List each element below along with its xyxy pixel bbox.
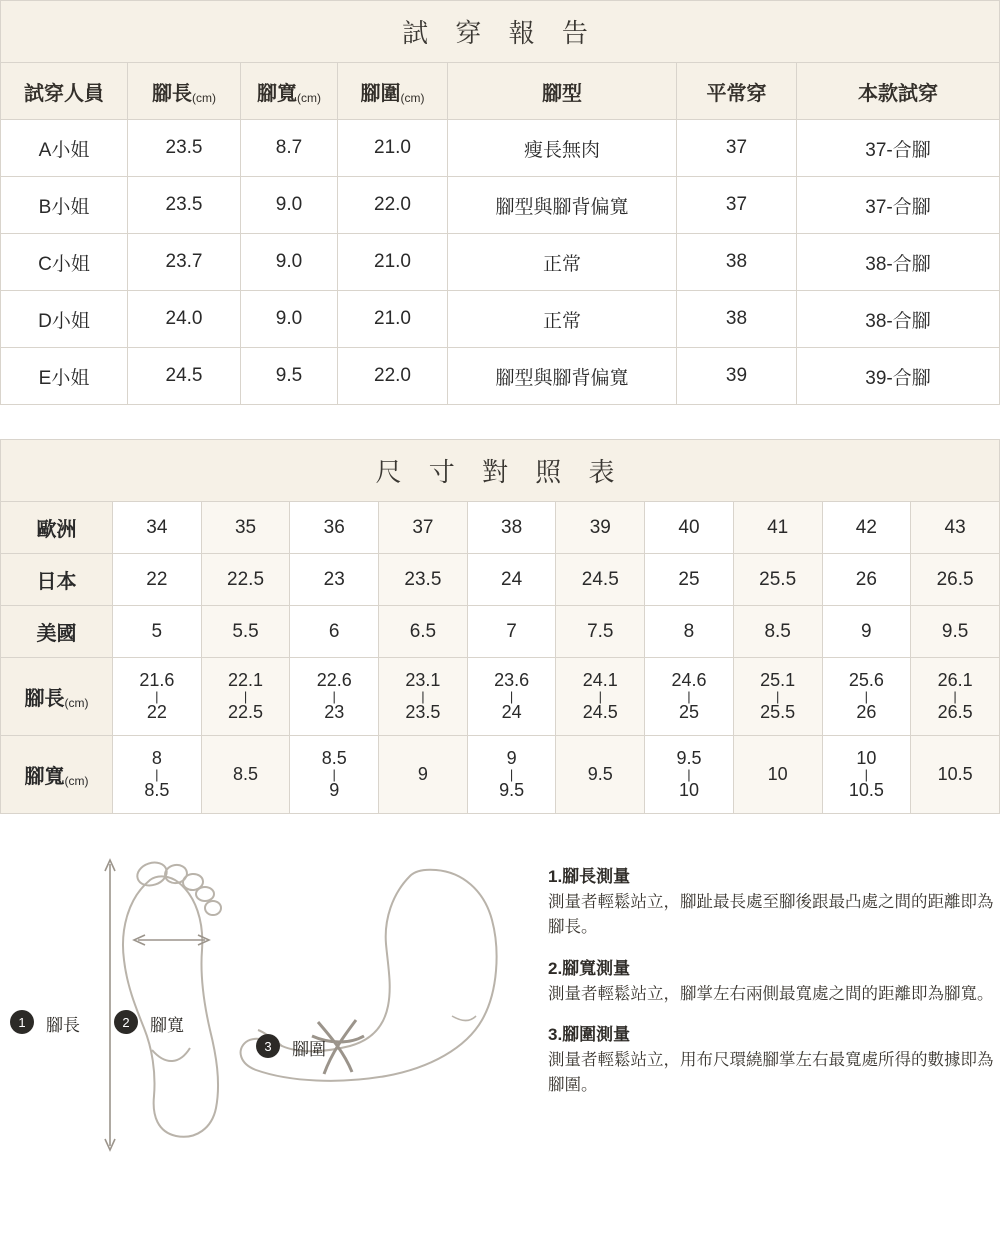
cell-foot-length: 24.6 | 25 xyxy=(645,658,734,736)
cell-jp: 23.5 xyxy=(379,554,468,606)
cell-eu: 40 xyxy=(645,502,734,554)
row-foot-length xyxy=(1,658,1000,736)
table-row xyxy=(1,348,1000,405)
col-person: 試穿人員 xyxy=(1,63,128,120)
cell-us: 7.5 xyxy=(556,606,645,658)
cell-foot-length: 22.6 | 23 xyxy=(290,658,379,736)
cell-foot-width: 8.5 xyxy=(201,736,290,814)
cell-foot-width: 8.5 | 9 xyxy=(290,736,379,814)
measurement-diagram xyxy=(0,840,540,1170)
cell-width: 9.0 xyxy=(241,291,338,348)
cell-length: 24.5 xyxy=(128,348,241,405)
cell-jp: 24.5 xyxy=(556,554,645,606)
cell-eu: 35 xyxy=(201,502,290,554)
cell-person: D小姐 xyxy=(1,291,128,348)
instruction-body-3: 測量者輕鬆站立，用布尺環繞腳掌左右最寬處所得的數據即為腳圍。 xyxy=(548,1051,994,1094)
cell-usual: 38 xyxy=(677,291,797,348)
try-on-report-title: 試 穿 報 告 xyxy=(0,0,1000,62)
cell-usual: 37 xyxy=(677,120,797,177)
instruction-body-1: 測量者輕鬆站立，腳趾最長處至腳後跟最凸處之間的距離即為腳長。 xyxy=(548,893,994,936)
cell-foot-width: 10.5 xyxy=(911,736,1000,814)
cell-foot-length: 24.1 | 24.5 xyxy=(556,658,645,736)
cell-tried: 38-合腳 xyxy=(797,234,1000,291)
row-foot-width xyxy=(1,736,1000,814)
table-header-row xyxy=(1,63,1000,120)
cell-usual: 37 xyxy=(677,177,797,234)
cell-length: 23.5 xyxy=(128,177,241,234)
cell-eu: 36 xyxy=(290,502,379,554)
col-tried-size: 本款試穿 xyxy=(797,63,1000,120)
cell-foot-length: 25.6 | 26 xyxy=(822,658,911,736)
cell-foot-length: 25.1 | 25.5 xyxy=(733,658,822,736)
cell-width: 9.5 xyxy=(241,348,338,405)
cell-us: 6 xyxy=(290,606,379,658)
cell-eu: 38 xyxy=(467,502,556,554)
cell-tried: 38-合腳 xyxy=(797,291,1000,348)
table-row xyxy=(1,177,1000,234)
cell-foot-width: 10 | 10.5 xyxy=(822,736,911,814)
size-chart-title: 尺 寸 對 照 表 xyxy=(0,439,1000,501)
rowhead-foot-width: 腳寬(cm) xyxy=(1,736,113,814)
cell-length: 23.5 xyxy=(128,120,241,177)
cell-jp: 25 xyxy=(645,554,734,606)
cell-girth: 22.0 xyxy=(338,348,448,405)
rowhead-us: 美國 xyxy=(1,606,113,658)
cell-type: 正常 xyxy=(448,234,677,291)
cell-tried: 37-合腳 xyxy=(797,120,1000,177)
measurement-instructions xyxy=(540,840,1000,1170)
cell-type: 腳型與腳背偏寬 xyxy=(448,177,677,234)
cell-tried: 39-合腳 xyxy=(797,348,1000,405)
cell-jp: 25.5 xyxy=(733,554,822,606)
cell-tried: 37-合腳 xyxy=(797,177,1000,234)
cell-jp: 23 xyxy=(290,554,379,606)
cell-us: 8.5 xyxy=(733,606,822,658)
instruction-heading-3: 3.腳圍測量 xyxy=(548,1025,631,1045)
col-foot-length: 腳長(cm) xyxy=(128,63,241,120)
row-us xyxy=(1,606,1000,658)
cell-eu: 43 xyxy=(911,502,1000,554)
svg-text:1: 1 xyxy=(18,1015,26,1030)
cell-type: 正常 xyxy=(448,291,677,348)
cell-foot-width: 9.5 xyxy=(556,736,645,814)
table-row xyxy=(1,120,1000,177)
row-jp xyxy=(1,554,1000,606)
cell-person: A小姐 xyxy=(1,120,128,177)
cell-foot-length: 23.6 | 24 xyxy=(467,658,556,736)
cell-usual: 39 xyxy=(677,348,797,405)
try-on-report-section xyxy=(0,0,1000,405)
cell-foot-length: 23.1 | 23.5 xyxy=(379,658,468,736)
measurement-guide-section xyxy=(0,840,1000,1170)
cell-foot-width: 8 | 8.5 xyxy=(113,736,202,814)
try-on-report-table xyxy=(0,62,1000,405)
cell-person: E小姐 xyxy=(1,348,128,405)
rowhead-jp: 日本 xyxy=(1,554,113,606)
cell-eu: 34 xyxy=(113,502,202,554)
cell-person: B小姐 xyxy=(1,177,128,234)
cell-width: 8.7 xyxy=(241,120,338,177)
svg-text:3: 3 xyxy=(264,1039,272,1054)
cell-length: 24.0 xyxy=(128,291,241,348)
label-foot-length: 腳長 xyxy=(46,1016,80,1035)
row-eu xyxy=(1,502,1000,554)
cell-eu: 37 xyxy=(379,502,468,554)
cell-us: 7 xyxy=(467,606,556,658)
cell-length: 23.7 xyxy=(128,234,241,291)
label-foot-width: 腳寬 xyxy=(150,1016,184,1035)
cell-us: 8 xyxy=(645,606,734,658)
cell-jp: 26 xyxy=(822,554,911,606)
instruction-heading-1: 1.腳長測量 xyxy=(548,867,631,886)
cell-jp: 26.5 xyxy=(911,554,1000,606)
cell-eu: 39 xyxy=(556,502,645,554)
cell-us: 5 xyxy=(113,606,202,658)
cell-foot-width: 9 | 9.5 xyxy=(467,736,556,814)
cell-us: 5.5 xyxy=(201,606,290,658)
cell-us: 9 xyxy=(822,606,911,658)
cell-foot-width: 10 xyxy=(733,736,822,814)
instruction-heading-2: 2.腳寬測量 xyxy=(548,958,631,978)
col-foot-width: 腳寬(cm) xyxy=(241,63,338,120)
cell-jp: 22.5 xyxy=(201,554,290,606)
table-row xyxy=(1,291,1000,348)
cell-usual: 38 xyxy=(677,234,797,291)
cell-person: C小姐 xyxy=(1,234,128,291)
rowhead-eu: 歐洲 xyxy=(1,502,113,554)
cell-eu: 41 xyxy=(733,502,822,554)
cell-us: 9.5 xyxy=(911,606,1000,658)
rowhead-foot-length: 腳長(cm) xyxy=(1,658,113,736)
cell-foot-length: 21.6 | 22 xyxy=(113,658,202,736)
size-chart-section xyxy=(0,439,1000,814)
svg-text:2: 2 xyxy=(122,1015,130,1030)
cell-us: 6.5 xyxy=(379,606,468,658)
cell-jp: 22 xyxy=(113,554,202,606)
label-foot-girth: 腳圍 xyxy=(292,1040,326,1059)
cell-type: 瘦長無肉 xyxy=(448,120,677,177)
cell-width: 9.0 xyxy=(241,234,338,291)
cell-foot-width: 9.5 | 10 xyxy=(645,736,734,814)
cell-eu: 42 xyxy=(822,502,911,554)
col-usual-size: 平常穿 xyxy=(677,63,797,120)
size-chart-table xyxy=(0,501,1000,814)
foot-diagram-svg xyxy=(0,840,540,1170)
cell-width: 9.0 xyxy=(241,177,338,234)
table-row xyxy=(1,234,1000,291)
cell-girth: 21.0 xyxy=(338,291,448,348)
instruction-body-2: 測量者輕鬆站立，腳掌左右兩側最寬處之間的距離即為腳寬。 xyxy=(548,984,994,1003)
cell-foot-length: 26.1 | 26.5 xyxy=(911,658,1000,736)
cell-type: 腳型與腳背偏寬 xyxy=(448,348,677,405)
col-foot-type: 腳型 xyxy=(448,63,677,120)
cell-girth: 22.0 xyxy=(338,177,448,234)
col-foot-girth: 腳圍(cm) xyxy=(338,63,448,120)
cell-jp: 24 xyxy=(467,554,556,606)
cell-girth: 21.0 xyxy=(338,120,448,177)
cell-girth: 21.0 xyxy=(338,234,448,291)
cell-foot-length: 22.1 | 22.5 xyxy=(201,658,290,736)
cell-foot-width: 9 xyxy=(379,736,468,814)
